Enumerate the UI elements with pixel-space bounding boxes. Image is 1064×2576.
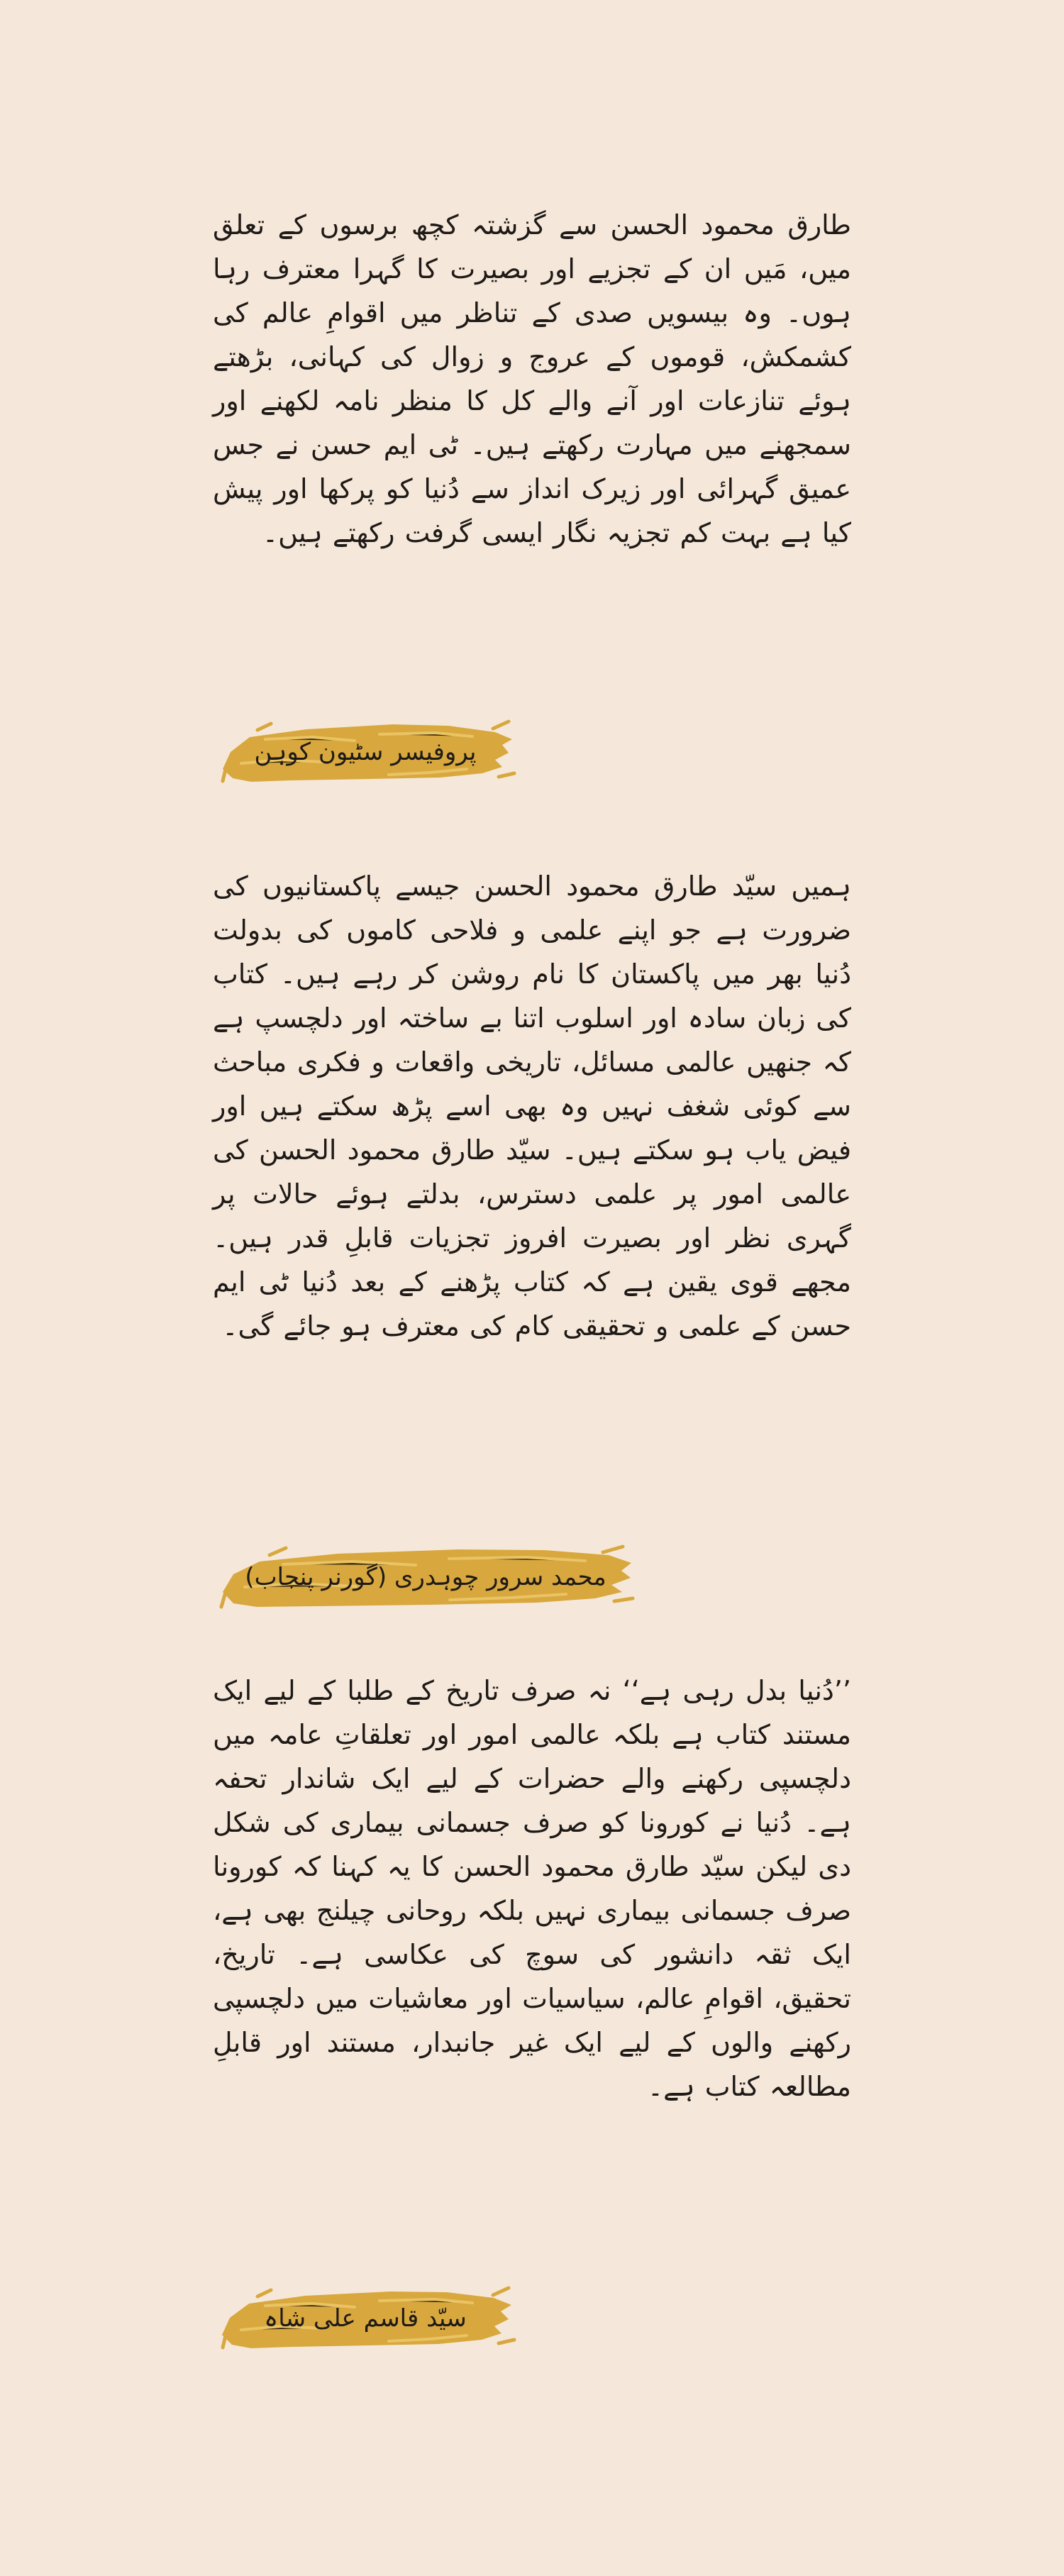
author-badge-1 [213, 717, 518, 787]
endorsement-text-1: طارق محمود الحسن سے گزشتہ کچھ برسوں کے تعلق میں، مَیں ان کے تجزیے اور بصیرت کا گہرا معترف رہا ہوں۔ وہ بیسویں صدی کے تناظر میں اقوامِ عالم کی کشمکش، قوموں کے عروج و زوال کی کہانی، بڑھتے ہوئے تنازعات اور آنے والے کل کا منظر نامہ لکھنے اور سمجھنے میں مہارت رکھتے ہیں۔ ٹی ایم حسن نے جس عمیق گہرائی اور زیرک انداز سے دُنیا کو پرکھا اور پیش کیا ہے بہت کم تجزیہ نگار ایسی گرفت رکھتے ہیں۔ [213, 209, 852, 548]
author-badge-3 [213, 2283, 518, 2354]
author-badge-2 [213, 1542, 638, 1613]
endorsement-text-2: ہمیں سیّد طارق محمود الحسن جیسے پاکستانیوں کی ضرورت ہے جو اپنے علمی و فلاحی کاموں کی بدولت دُنیا بھر میں پاکستان کا نام روشن کر رہے ہیں۔ کتاب کی زبان سادہ اور اسلوب اتنا بے ساختہ اور دلچسپ ہے کہ جنھیں عالمی مسائل، تاریخی واقعات و فکری مباحث سے کوئی شغف نہیں وہ بھی اسے پڑھ سکتے ہیں اور فیض یاب ہو سکتے ہیں۔ سیّد طارق محمود الحسن کی عالمی امور پر علمی دسترس، بدلتے ہوئے حالات پر گہری نظر اور بصیرت افروز تجزیات قابلِ قدر ہیں۔ مجھے قوی یقین ہے کہ کتاب پڑھنے کے بعد دُنیا ٹی ایم حسن کے علمی و تحقیقی کام کی معترف ہو جائے گی۔ [213, 870, 851, 1342]
author-name-1: پروفیسر سٹیون کوہن [254, 738, 477, 766]
endorsement-text-3: ’’دُنیا بدل رہی ہے‘‘ نہ صرف تاریخ کے طلبا کے لیے ایک مستند کتاب ہے بلکہ عالمی امور اور تعلقاتِ عامہ میں دلچسپی رکھنے والے حضرات کے لیے ایک شاندار تحفہ ہے۔ دُنیا نے کورونا کو صرف جسمانی بیماری کی شکل دی لیکن سیّد طارق محمود الحسن کا یہ کہنا کہ کورونا صرف جسمانی بیماری نہیں بلکہ روحانی چیلنج بھی ہے، ایک ثقہ دانشور کی سوچ کی عکاسی ہے۔ تاریخ، تحقیق، اقوامِ عالم، سیاسیات اور معاشیات میں دلچسپی رکھنے والوں کے لیے ایک غیر جانبدار، مستند اور قابلِ مطالعہ کتاب ہے۔ [213, 1675, 851, 2102]
author-name-2: محمد سرور چوہدری (گورنر پنجاب) [245, 1563, 606, 1591]
author-name-3: سیّد قاسم علی شاہ [264, 2304, 467, 2333]
